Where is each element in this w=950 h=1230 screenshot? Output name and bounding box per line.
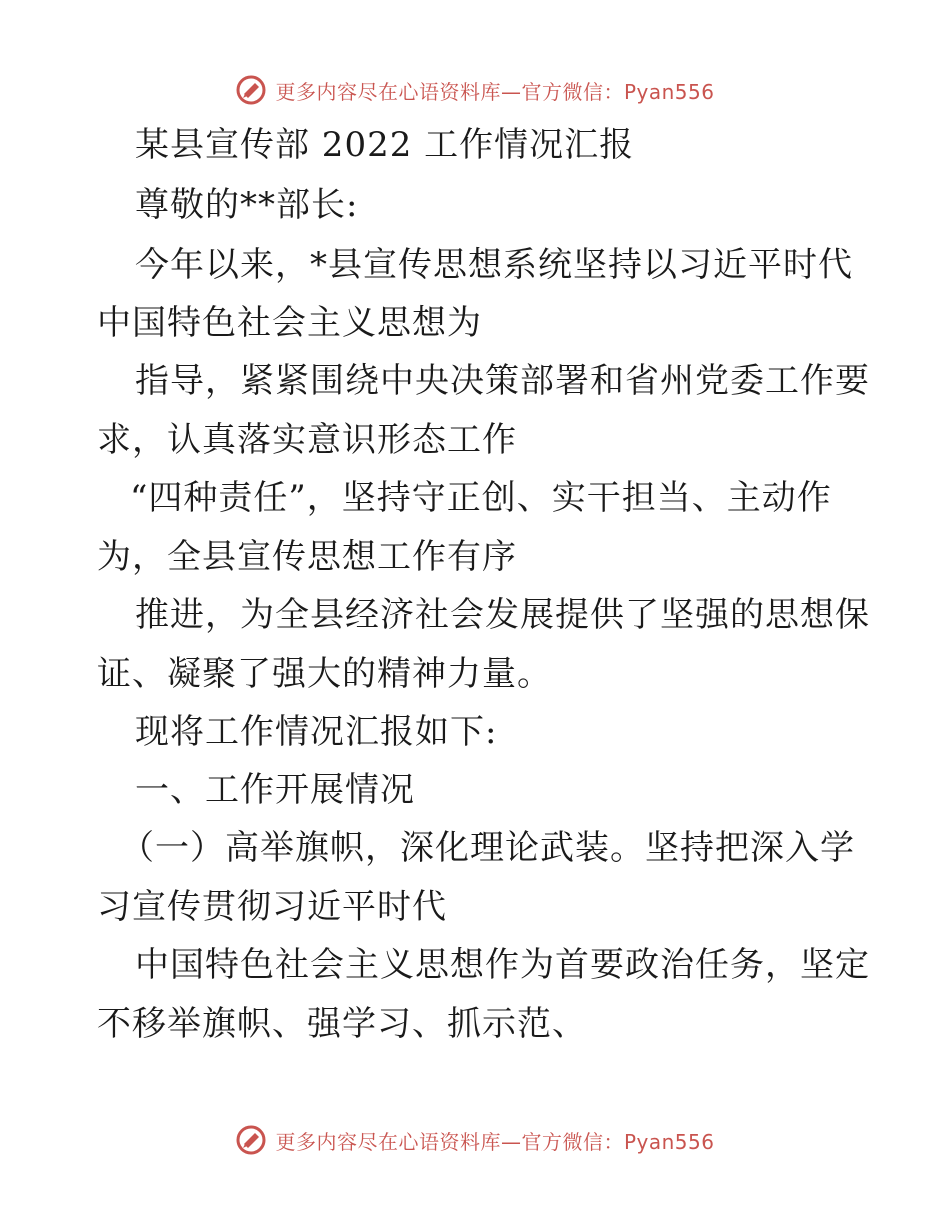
paragraph-line: “四种责任”，坚持守正创、实干担当、主动作: [130, 478, 832, 518]
watermark-text: 更多内容尽在心语资料库—官方微信：Pyan556: [275, 79, 715, 104]
watermark-text: 更多内容尽在心语资料库—官方微信：Pyan556: [275, 1129, 715, 1154]
watermark-banner-top: [0, 70, 950, 110]
watermark-banner-bottom: [0, 1120, 950, 1160]
paragraph-line: 不移举旗帜、强学习、抓示范、: [97, 1004, 587, 1044]
paragraph-line: 今年以来，*县宣传思想系统坚持以习近平时代: [135, 245, 853, 285]
paragraph-line: 为，全县宣传思想工作有序: [97, 537, 517, 577]
document-title: 某县宣传部 2022 工作情况汇报: [135, 125, 635, 165]
paragraph-line: 现将工作情况汇报如下:: [135, 712, 498, 752]
paragraph-line: 求，认真落实意识形态工作: [97, 420, 517, 460]
paragraph-line: 推进，为全县经济社会发展提供了坚强的思想保: [135, 595, 870, 635]
section-heading: 一、工作开展情况: [135, 770, 415, 810]
subsection-heading: （一）高举旗帜，深化理论武装。坚持把深入学: [120, 828, 855, 868]
logo-icon: [235, 1124, 267, 1156]
paragraph-line: 习宣传贯彻习近平时代: [97, 887, 447, 927]
salutation: 尊敬的**部长:: [135, 185, 359, 225]
paragraph-line: 中国特色社会主义思想为: [97, 303, 482, 343]
logo-icon: [235, 74, 267, 106]
paragraph-line: 指导，紧紧围绕中央决策部署和省州党委工作要: [135, 361, 870, 401]
paragraph-line: 证、凝聚了强大的精神力量。: [97, 654, 552, 694]
paragraph-line: 中国特色社会主义思想作为首要政治任务，坚定: [135, 945, 870, 985]
